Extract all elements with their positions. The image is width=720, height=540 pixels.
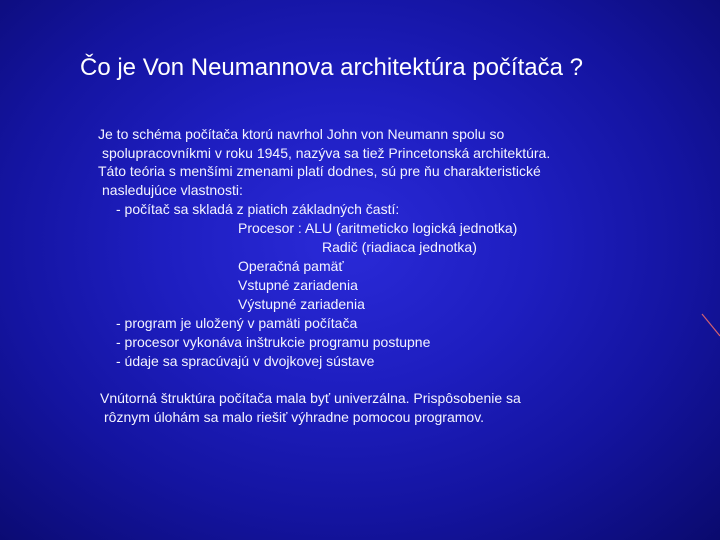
body-line-theory-2: nasledujúce vlastnosti: [102, 182, 243, 198]
body-line-intro-1: Je to schéma počítača ktorú navrhol John von Neumann spolu so [98, 126, 505, 142]
body-line-structure-1: Vnútorná štruktúra počítača mala byť univerzálna. Prispôsobenie sa [100, 390, 521, 406]
list-item-five-parts: - počítač sa skladá z piatich základných častí: [116, 201, 400, 217]
list-item-program-in-memory: - program je uložený v pamäti počítača [116, 315, 358, 331]
list-item-processor-alu: Procesor : ALU (aritmeticko logická jednotka) [238, 220, 518, 236]
decorative-stroke [700, 312, 720, 340]
slide-title: Čo je Von Neumannova architektúra počítača ? [80, 54, 583, 81]
body-line-theory-1: Táto teória s menšími zmenami platí dodnes, sú pre ňu charakteristické [98, 163, 541, 179]
list-item-output-devices: Výstupné zariadenia [238, 296, 365, 312]
list-item-binary-data: - údaje sa spracúvajú v dvojkovej sústave [116, 353, 375, 369]
body-line-structure-2: rôznym úlohám sa malo riešiť výhradne pomocou programov. [104, 409, 485, 425]
list-item-input-devices: Vstupné zariadenia [238, 277, 358, 293]
body-line-intro-2: spolupracovníkmi v roku 1945, nazýva sa tiež Princetonská architektúra. [102, 145, 551, 161]
list-item-control-unit: Radič (riadiaca jednotka) [322, 239, 477, 255]
list-item-memory: Operačná pamäť [238, 258, 344, 274]
list-item-sequential-execution: - procesor vykonáva inštrukcie programu postupne [116, 334, 431, 350]
